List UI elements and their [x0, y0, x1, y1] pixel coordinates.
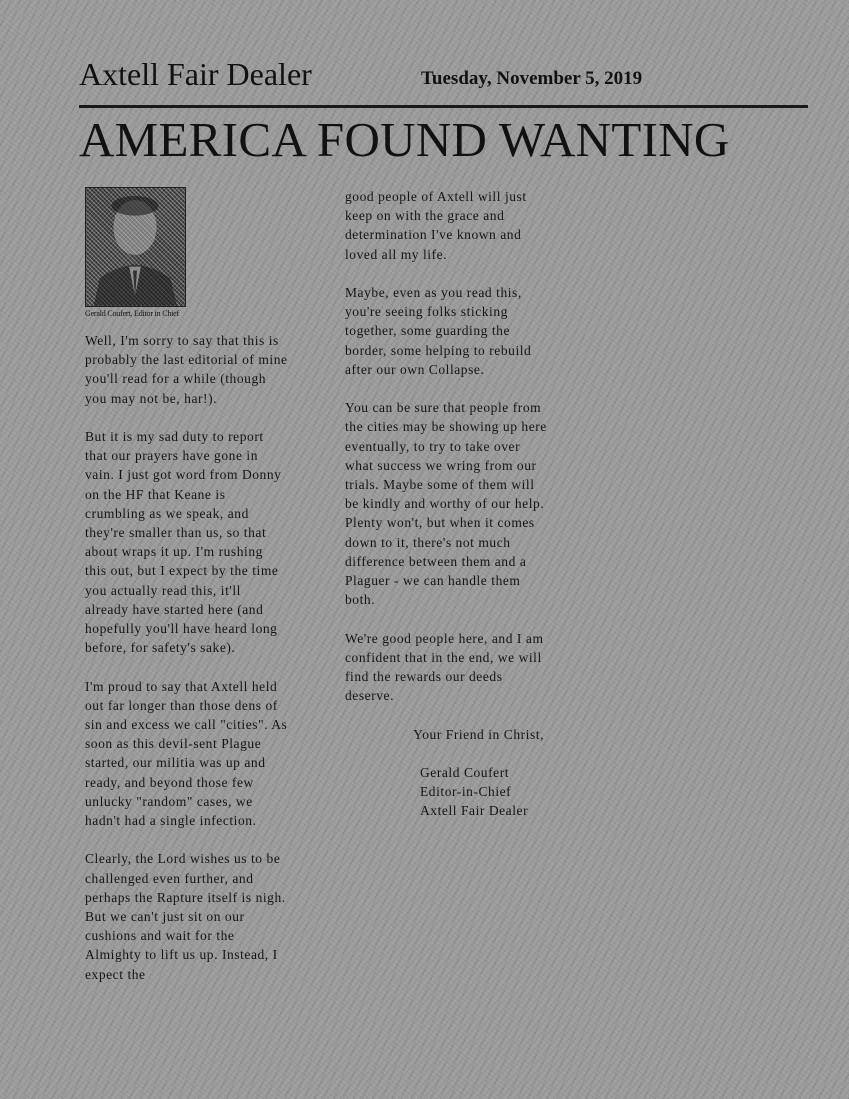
valediction: Your Friend in Christ, [413, 726, 544, 742]
article-paragraph: Clearly, the Lord wishes us to be challenged even further, and perhaps the Rapture itself is nigh. But we can't just sit on our cushions and wait for the Almighty to lift us up. Instead, I expect the [85, 851, 286, 982]
headline: AMERICA FOUND WANTING [79, 112, 730, 167]
article-paragraph: You can be sure that people from the cities may be showing up here eventually, to try to take over what success we wring from our trials. Maybe some of them will be kindly and worthy of our help. Plenty won't, but when it comes down to it, there's not much difference between them and a Plaguer - we can handle them both. [345, 400, 547, 608]
masthead-date: Tuesday, November 5, 2019 [421, 68, 643, 89]
photo-caption: Gerald Coufert, Editor in Chief [85, 309, 179, 318]
signature-title: Editor-in-Chief [420, 784, 512, 800]
article-column-2 [345, 187, 550, 821]
article-paragraph: Maybe, even as you read this, you're seeing folks sticking together, some guarding the border, some helping to rebuild after our own Collapse. [345, 285, 532, 377]
masthead-rule [79, 105, 808, 108]
signature-paper: Axtell Fair Dealer [420, 803, 529, 819]
masthead-paper-name: Axtell Fair Dealer [79, 56, 312, 92]
editor-portrait-photo [85, 187, 186, 307]
article-paragraph: Well, I'm sorry to say that this is probably the last editorial of mine you'll read for a while (though you may not be, har!). [85, 333, 288, 406]
article-paragraph: We're good people here, and I am confident that in the end, we will find the rewards our deeds deserve. [345, 630, 544, 704]
signature-name: Gerald Coufert [420, 765, 510, 781]
article-paragraph: But it is my sad duty to report that our prayers have gone in vain. I just got word from Donny on the HF that Keane is crumbling as we speak, and they're smaller than us, so that about wraps it up. I'm rushing this out, but I expect by the time you actually read this, it'll already have started here (and hopefully you'll have heard long before, for safety's sake). [85, 429, 282, 656]
article-column-1 [85, 331, 288, 1003]
article-paragraph: I'm proud to say that Axtell held out far longer than those dens of sin and excess we call "cities". As soon as this devil-sent Plague started, our militia was up and ready, and beyond those few unlucky "random" cases, we hadn't had a single infection. [85, 678, 288, 829]
article-paragraph: good people of Axtell will just keep on with the grace and determination I've known and loved all my life. [345, 189, 527, 262]
closing-block [345, 725, 550, 821]
portrait-silhouette-icon [86, 188, 185, 306]
signature-block [420, 763, 550, 821]
